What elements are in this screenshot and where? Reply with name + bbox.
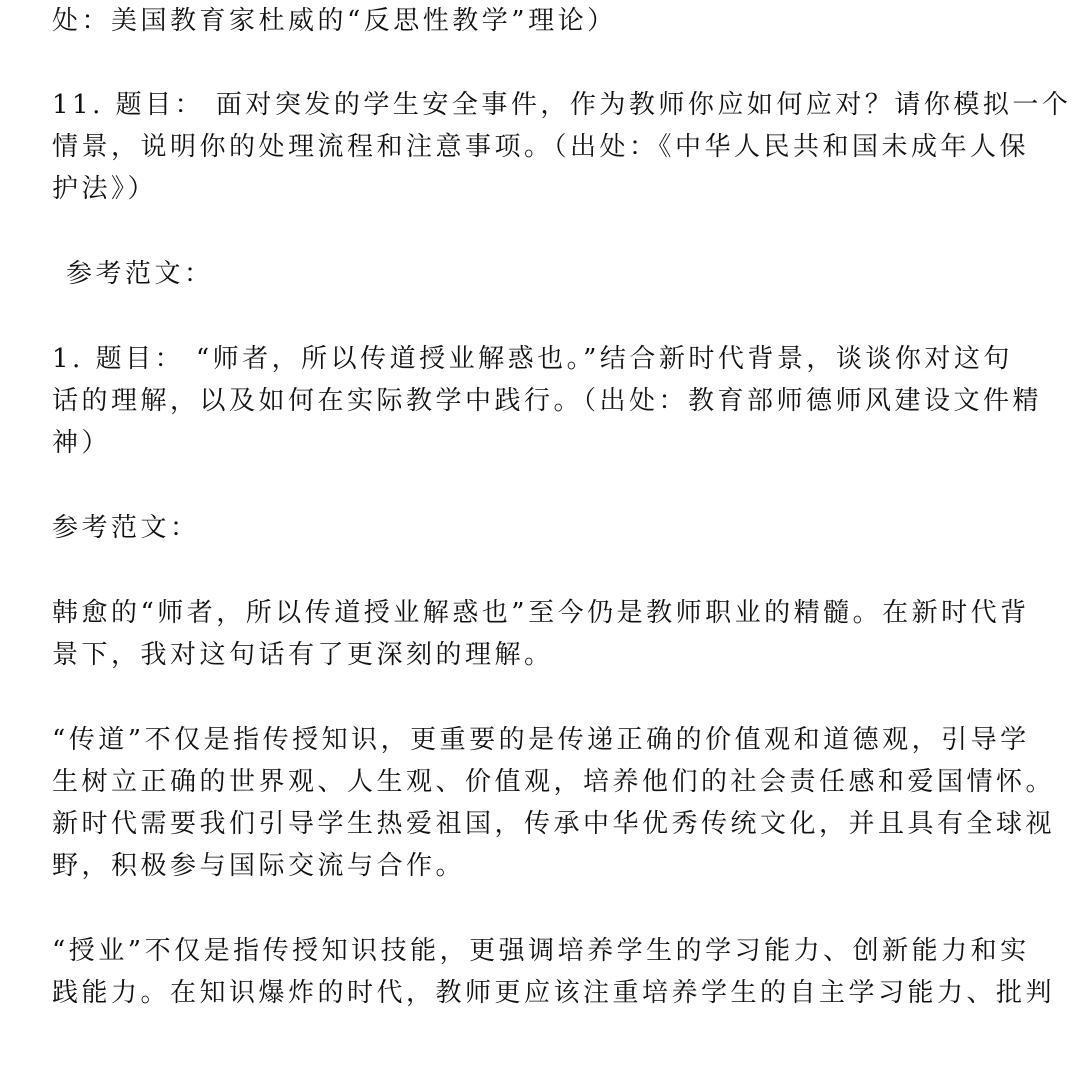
text-line: 生树立正确的世界观、人生观、价值观，培养他们的社会责任感和爱国情怀。	[52, 767, 1056, 797]
text-line: 韩愈的“师者，所以传道授业解惑也”至今仍是教师职业的精髓。在新时代背	[52, 598, 1030, 628]
text-line: 情景，说明你的处理流程和注意事项。（出处：《中华人民共和国未成年人保	[52, 132, 1030, 162]
text-line: 护法》）	[52, 174, 158, 204]
text-line: 新时代需要我们引导学生热爱祖国，传承中华优秀传统文化，并且具有全球视	[52, 809, 1056, 839]
text-line: 11. 题目： 面对突发的学生安全事件，作为教师你应如何应对？请你模拟一个	[52, 90, 1072, 120]
text-line: 神）	[52, 428, 112, 458]
text-line: 处：美国教育家杜威的“反思性教学”理论）	[52, 6, 617, 36]
section-heading: 参考范文：	[52, 513, 200, 543]
text-line: 话的理解，以及如何在实际教学中践行。（出处：教育部师德师风建设文件精	[52, 386, 1043, 416]
text-line: 1. 题目： “师者，所以传道授业解惑也。”结合新时代背景，谈谈你对这句	[52, 344, 1013, 374]
section-heading: 参考范文：	[66, 259, 214, 289]
text-line: “传道”不仅是指传授知识，更重要的是传递正确的价值观和道德观，引导学	[52, 725, 1030, 755]
text-line: 野，积极参与国际交流与合作。	[52, 851, 466, 881]
text-line: 践能力。在知识爆炸的时代，教师更应该注重培养学生的自主学习能力、批判	[52, 978, 1056, 1008]
text-line: 景下，我对这句话有了更深刻的理解。	[52, 640, 554, 670]
text-line: “授业”不仅是指传授知识技能，更强调培养学生的学习能力、创新能力和实	[52, 936, 1030, 966]
